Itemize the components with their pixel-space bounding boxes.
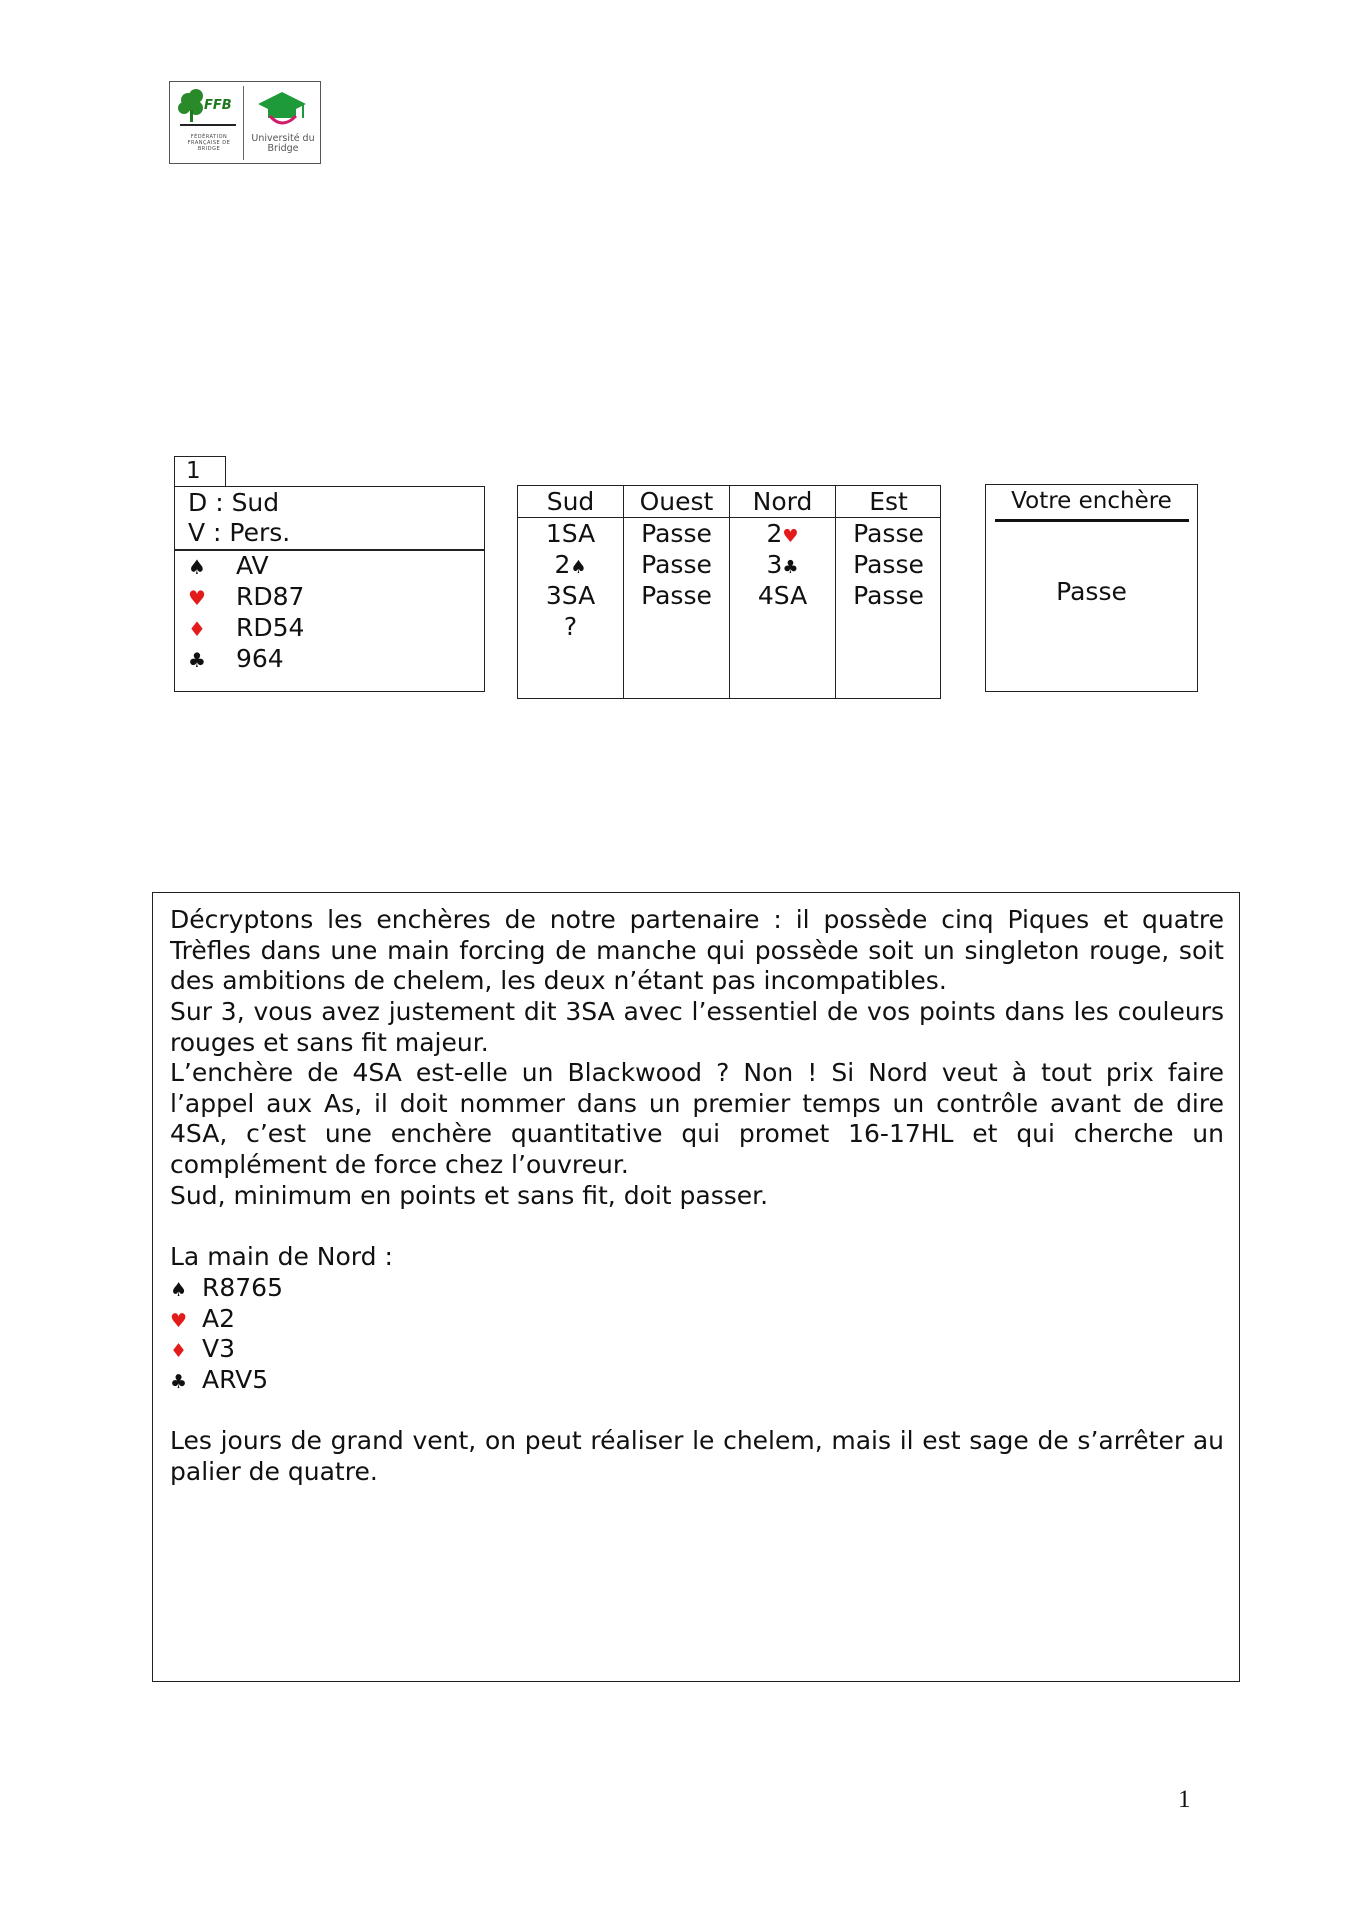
hand-row-clubs: [188, 644, 284, 674]
hand-row-hearts: [188, 582, 304, 612]
ffb-subtitle: FÉDÉRATION FRANÇAISE DE BRIDGE: [187, 134, 231, 152]
club-icon: ♣: [170, 1371, 188, 1393]
diamond-icon: ♦: [188, 617, 206, 641]
bidding-column-nord: [730, 486, 836, 698]
bid: Passe: [853, 519, 924, 548]
bid: Passe: [853, 550, 924, 579]
commentary-box: [152, 892, 1240, 1682]
commentary-paragraph: L’enchère de 4SA est-elle un Blackwood ? Non ! Si Nord veut à tout prix faire l’appel aux As, il doit nommer dans un premier temps un contrôle avant de dire 4SA, c’est une enchère quantitative qui promet 16-17HL et qui cherche un complément de force chez l’ouvreur.: [170, 1058, 1224, 1179]
diamond-icon: ♦: [170, 1340, 188, 1362]
bid: 1SA: [545, 519, 596, 548]
bidding-header: Ouest: [624, 486, 729, 518]
bidding-column-ouest: [624, 486, 730, 698]
dealer: D : Sud: [188, 488, 280, 517]
answer-value: Passe: [1056, 577, 1127, 606]
north-hand-spades: [170, 1273, 283, 1306]
ffb-text: FFB: [204, 98, 232, 113]
logo-divider: [243, 86, 244, 160]
answer-title: Votre enchère: [1011, 488, 1172, 514]
bidding-table: [517, 485, 941, 699]
logo: [169, 81, 321, 164]
commentary-paragraph: Décryptons les enchères de notre partenaire : il possède cinq Piques et quatre Trèfles dans une main forcing de manche qui possède soit un singleton rouge, soit des ambitions de chelem, les deux n’étant pas incompatibles.: [170, 905, 1224, 996]
north-hand-hearts: [170, 1304, 235, 1337]
university-logo: [246, 86, 318, 160]
bidding-header: Sud: [518, 486, 623, 518]
bid: Passe: [641, 581, 712, 610]
north-hand-diamonds: [170, 1334, 235, 1367]
heart-icon: ♥: [170, 1310, 188, 1332]
commentary-paragraph: Sud, minimum en points et sans fit, doit passer.: [170, 1181, 769, 1210]
hand-cards: 964: [236, 644, 284, 673]
bid: ?: [563, 612, 578, 641]
red-suit-icon: ♥: [782, 526, 799, 547]
bid: 2♠: [554, 550, 587, 579]
bidding-column-sud: [518, 486, 624, 698]
answer-box: [985, 484, 1198, 692]
answer-rule: [995, 519, 1189, 522]
graduation-cap-icon: [246, 86, 318, 134]
bid: 3SA: [545, 581, 596, 610]
bid: 3♣: [766, 550, 799, 579]
university-text: Université du Bridge: [251, 133, 315, 154]
ffb-logo: [174, 86, 242, 160]
club-icon: ♣: [188, 648, 206, 672]
bid: 4SA: [757, 581, 808, 610]
north-hand-title: La main de Nord :: [170, 1242, 393, 1271]
bid: Passe: [853, 581, 924, 610]
hand-cards: RD87: [236, 582, 305, 611]
hand-cards: AV: [236, 551, 269, 580]
bid: Passe: [641, 550, 712, 579]
spade-icon: ♠: [188, 555, 206, 579]
hand-cards: RD54: [236, 613, 305, 642]
bid: Passe: [641, 519, 712, 548]
vulnerability: V : Pers.: [188, 518, 291, 547]
bidding-header: Est: [836, 486, 941, 518]
hand-row-spades: [188, 551, 269, 581]
black-suit-icon: ♠: [570, 557, 587, 578]
black-suit-icon: ♣: [782, 557, 799, 578]
hand-cards: R8765: [202, 1273, 283, 1302]
page-number: 1: [1178, 1786, 1191, 1813]
bidding-header: Nord: [730, 486, 835, 518]
hand-cards: ARV5: [202, 1365, 269, 1394]
bidding-column-est: [836, 486, 941, 698]
commentary-conclusion: Les jours de grand vent, on peut réaliser le chelem, mais il est sage de s’arrêter au palier de quatre.: [170, 1426, 1224, 1486]
deal-number: 1: [174, 456, 226, 487]
north-hand-clubs: [170, 1365, 268, 1398]
deal-box: [174, 486, 485, 692]
heart-icon: ♥: [188, 586, 206, 610]
hand-row-diamonds: [188, 613, 304, 643]
hand-cards: V3: [202, 1334, 236, 1363]
spade-icon: ♠: [170, 1279, 188, 1301]
commentary-paragraph: Sur 3, vous avez justement dit 3SA avec l’essentiel de vos points dans les couleurs rouges et sans fit majeur.: [170, 997, 1224, 1057]
hand-cards: A2: [202, 1304, 236, 1333]
bid: 2♥: [766, 519, 799, 548]
